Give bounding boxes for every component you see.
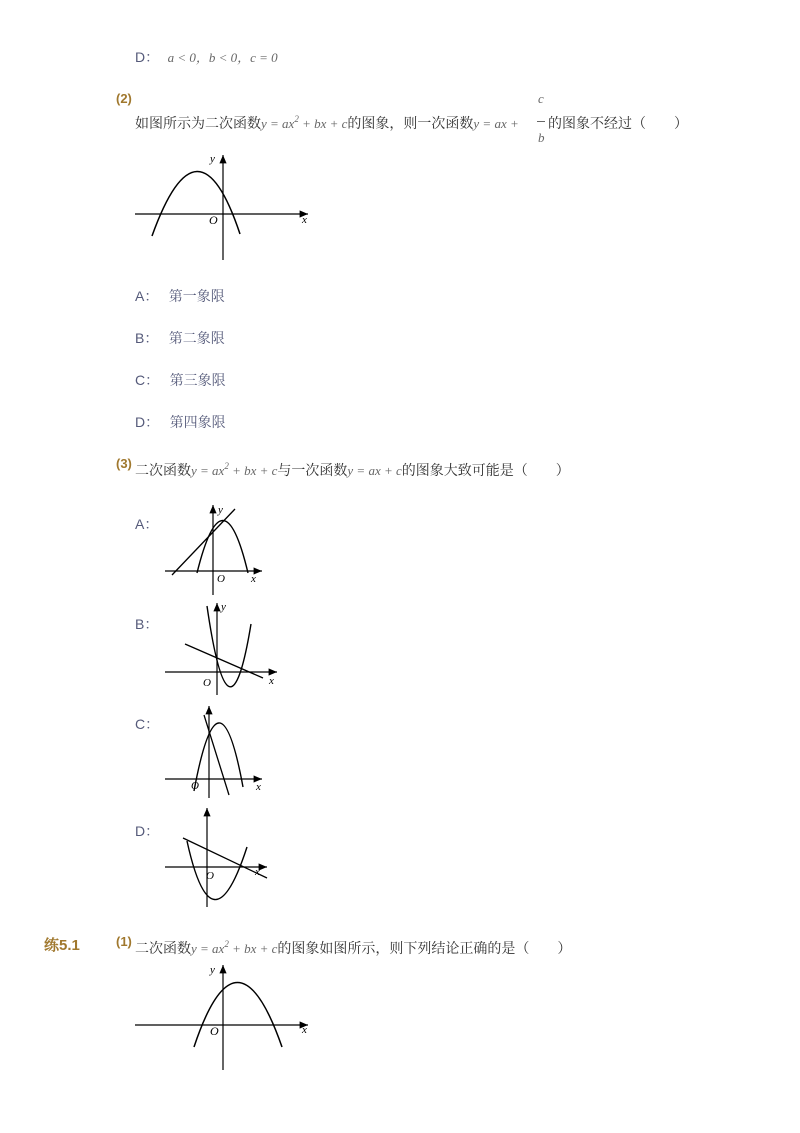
option-label: C：: [135, 372, 160, 388]
equation: y = ax + c: [347, 463, 402, 478]
parabola: [194, 723, 243, 791]
practice-parabola-figure: [130, 960, 320, 1075]
option-label: D：: [135, 414, 160, 430]
svg-text:x: x: [302, 1024, 307, 1036]
question-stem: [135, 938, 571, 958]
option-text: 第一象限: [168, 288, 225, 304]
svg-text:x: x: [255, 866, 260, 878]
q3-option-d-label[interactable]: D：: [135, 823, 160, 839]
stem-text: 的图象，则一次函数: [347, 115, 474, 131]
stem-text: 如图所示为二次函数: [135, 115, 261, 131]
svg-text:y: y: [218, 504, 223, 516]
svg-text:O: O: [217, 573, 225, 585]
q3-option-c-label[interactable]: C：: [135, 716, 160, 732]
option-label: A：: [135, 288, 159, 304]
stem-text: 二次函数: [135, 940, 191, 956]
fraction-bar: [537, 121, 545, 122]
q2-option-d[interactable]: [135, 412, 226, 432]
option-math: a < 0，b < 0，c = 0: [167, 50, 278, 65]
parabola: [197, 521, 248, 574]
parabola: [194, 983, 282, 1048]
line: [172, 509, 235, 575]
option-text: 第四象限: [169, 414, 226, 430]
stem-text: 与一次函数: [277, 462, 348, 478]
stem-text: 二次函数: [135, 462, 191, 478]
fraction-numerator: c: [538, 91, 544, 106]
question-number: (1): [116, 934, 132, 949]
option-text: 第三象限: [169, 372, 226, 388]
fraction-denominator: b: [538, 130, 545, 145]
question-number: (2): [116, 91, 132, 106]
svg-text:x: x: [269, 675, 274, 687]
stem-text: 的图象不经过（ ）: [548, 115, 688, 131]
q3-option-a-label[interactable]: A：: [135, 516, 159, 532]
svg-text:y: y: [210, 964, 215, 976]
question-number: (3): [116, 456, 132, 471]
svg-text:x: x: [256, 781, 261, 793]
q3-option-b-figure[interactable]: [162, 600, 282, 698]
option-label: D：: [135, 49, 160, 65]
x-label: x: [302, 214, 307, 226]
stem-text: 的图象如图所示，则下列结论正确的是（ ）: [277, 940, 572, 956]
q2-option-b[interactable]: [135, 328, 225, 348]
section-label: 练5.1: [44, 937, 80, 954]
parabola: [152, 171, 240, 236]
origin-label: O: [209, 213, 218, 227]
svg-text:x: x: [251, 573, 256, 585]
q3-option-c-figure[interactable]: [162, 703, 272, 798]
question-stem: [135, 113, 519, 133]
question-stem: [135, 460, 570, 480]
parabola: [187, 841, 247, 900]
svg-text:O: O: [206, 870, 214, 882]
line: [185, 644, 263, 678]
equation: $y = ax^2$ + bx + c: [191, 461, 278, 478]
q1-option-d[interactable]: [135, 47, 278, 67]
svg-text:O: O: [191, 780, 199, 792]
parabola: [207, 606, 251, 687]
q2-parabola-figure: [130, 150, 320, 265]
equation: $y = ax^2$ + bx + c: [261, 114, 348, 131]
q2-option-a[interactable]: [135, 286, 225, 306]
option-text: 第二象限: [168, 330, 225, 346]
q2-option-c[interactable]: [135, 370, 226, 390]
q3-option-d-figure[interactable]: [162, 805, 277, 910]
svg-text:O: O: [210, 1024, 219, 1038]
svg-text:O: O: [203, 677, 211, 689]
option-label: B：: [135, 330, 159, 346]
svg-text:y: y: [221, 601, 226, 613]
q3-option-a-figure[interactable]: [162, 503, 272, 598]
equation: y = ax +: [473, 116, 519, 131]
stem-text: 的图象大致可能是（ ）: [401, 462, 570, 478]
q3-option-b-label[interactable]: B：: [135, 616, 159, 632]
equation: $y = ax^2$ + bx + c: [191, 939, 278, 956]
y-label: y: [210, 153, 215, 165]
